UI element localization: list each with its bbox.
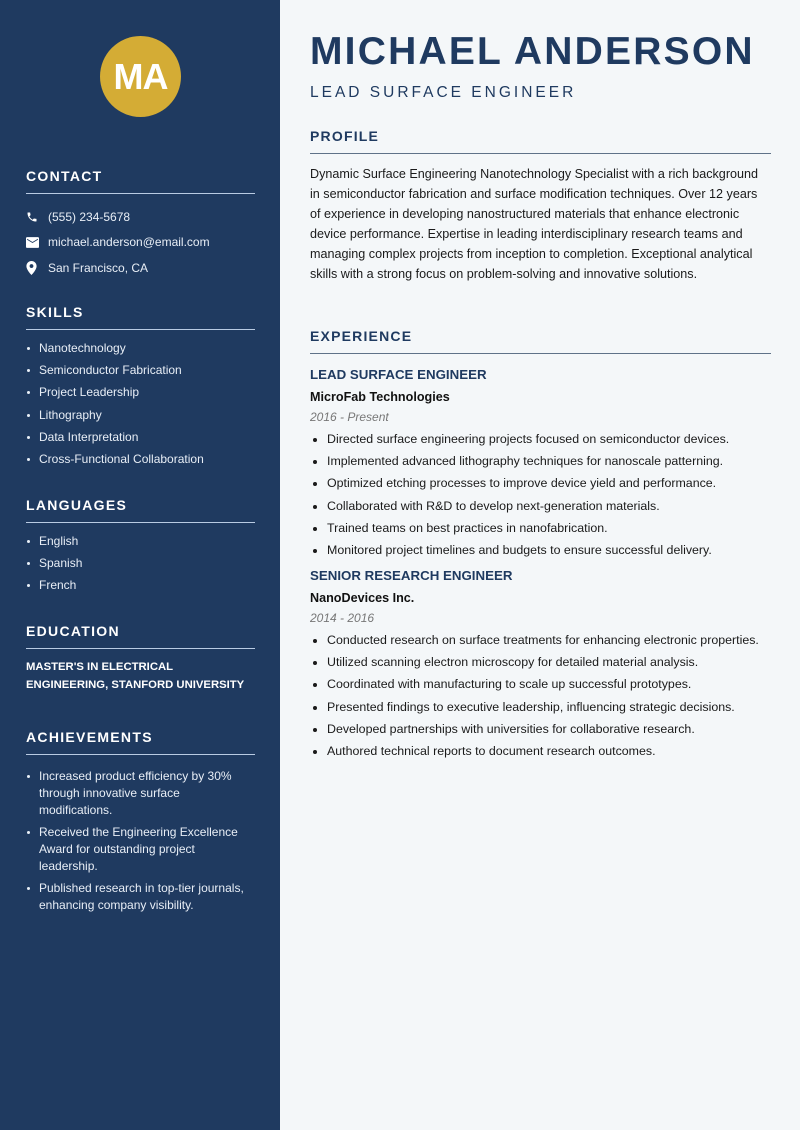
contact-email — [26, 230, 255, 256]
education-section — [26, 623, 255, 694]
skills-section — [26, 304, 255, 473]
job-bullet: Authored technical reports to document research outcomes. — [310, 743, 771, 760]
skill-item: Lithography — [26, 407, 255, 424]
languages-list — [26, 533, 255, 594]
skills-heading: SKILLS — [26, 304, 255, 330]
contact-heading: CONTACT — [26, 168, 255, 194]
language-item: French — [26, 577, 255, 594]
language-item: English — [26, 533, 255, 550]
job-bullets — [310, 431, 771, 559]
skill-item: Nanotechnology — [26, 340, 255, 357]
skills-list — [26, 340, 255, 468]
achievement-item: Increased product efficiency by 30% through innovative surface modifications. — [26, 768, 255, 819]
profile-heading: PROFILE — [310, 128, 771, 154]
profile-section — [310, 128, 771, 285]
location-pin-icon — [26, 261, 48, 275]
email-text[interactable]: michael.anderson@email.com — [48, 235, 210, 250]
avatar-initials: MA — [113, 55, 168, 97]
job-role: LEAD SURFACE ENGINEER — [310, 367, 487, 382]
job-bullet: Presented findings to executive leadership, influencing strategic decisions. — [310, 699, 771, 716]
phone-icon — [26, 211, 48, 223]
achievements-heading: ACHIEVEMENTS — [26, 729, 255, 755]
job-bullet: Developed partnerships with universities for collaborative research. — [310, 721, 771, 738]
skill-item: Cross-Functional Collaboration — [26, 451, 255, 468]
avatar — [100, 36, 181, 117]
job-bullet: Optimized etching processes to improve device yield and performance. — [310, 475, 771, 492]
candidate-name: MICHAEL ANDERSON — [310, 30, 755, 73]
phone-text: (555) 234-5678 — [48, 209, 131, 224]
skill-item: Data Interpretation — [26, 429, 255, 446]
job-bullet: Monitored project timelines and budgets to ensure successful delivery. — [310, 542, 771, 559]
job-bullets — [310, 632, 771, 760]
achievements-list — [26, 768, 255, 914]
job-bullet: Collaborated with R&D to develop next-generation materials. — [310, 498, 771, 515]
job-company: MicroFab Technologies — [310, 390, 450, 404]
job-entry — [310, 567, 771, 760]
profile-text: Dynamic Surface Engineering Nanotechnology Specialist with a rich background in semiconductor fabrication and surface modification techniques. Over 12 years of experience in developing nanostructured materials that enhance electronic device performance. Expertise in leading interdisciplinary research teams and managing complex projects from inception to completion. Exceptional analytical skills with a strong focus on problem-solving and innovative solutions. — [310, 167, 759, 282]
contact-location — [26, 255, 255, 281]
job-bullet: Implemented advanced lithography techniques for nanoscale patterning. — [310, 453, 771, 470]
job-bullet: Conducted research on surface treatments for enhancing electronic properties. — [310, 632, 771, 649]
achievement-item: Published research in top-tier journals, enhancing company visibility. — [26, 880, 255, 914]
experience-section — [310, 328, 771, 765]
job-bullet: Trained teams on best practices in nanofabrication. — [310, 520, 771, 537]
location-text: San Francisco, CA — [48, 260, 149, 275]
languages-section — [26, 497, 255, 600]
education-degree: MASTER'S IN ELECTRICAL ENGINEERING, STANFORD UNIVERSITY — [26, 661, 245, 691]
job-dates: 2014 - 2016 — [310, 610, 375, 625]
experience-heading: EXPERIENCE — [310, 328, 771, 354]
skill-item: Project Leadership — [26, 384, 255, 401]
contact-list — [26, 204, 255, 281]
candidate-title: LEAD SURFACE ENGINEER — [310, 84, 577, 101]
job-role: SENIOR RESEARCH ENGINEER — [310, 567, 513, 583]
contact-phone — [26, 204, 255, 230]
achievement-item: Received the Engineering Excellence Award for outstanding project leadership. — [26, 824, 255, 875]
job-bullet: Utilized scanning electron microscopy for detailed material analysis. — [310, 654, 771, 671]
achievements-section — [26, 729, 255, 920]
job-bullet: Coordinated with manufacturing to scale up successful prototypes. — [310, 676, 771, 693]
languages-heading: LANGUAGES — [26, 497, 255, 523]
education-heading: EDUCATION — [26, 623, 255, 649]
job-company: NanoDevices Inc. — [310, 590, 415, 605]
skill-item: Semiconductor Fabrication — [26, 362, 255, 379]
job-entry — [310, 366, 771, 559]
contact-section — [26, 168, 255, 281]
sidebar — [0, 0, 280, 1130]
job-bullet: Directed surface engineering projects focused on semiconductor devices. — [310, 431, 771, 448]
language-item: Spanish — [26, 555, 255, 572]
email-icon — [26, 237, 48, 248]
job-dates: 2016 - Present — [310, 410, 389, 424]
